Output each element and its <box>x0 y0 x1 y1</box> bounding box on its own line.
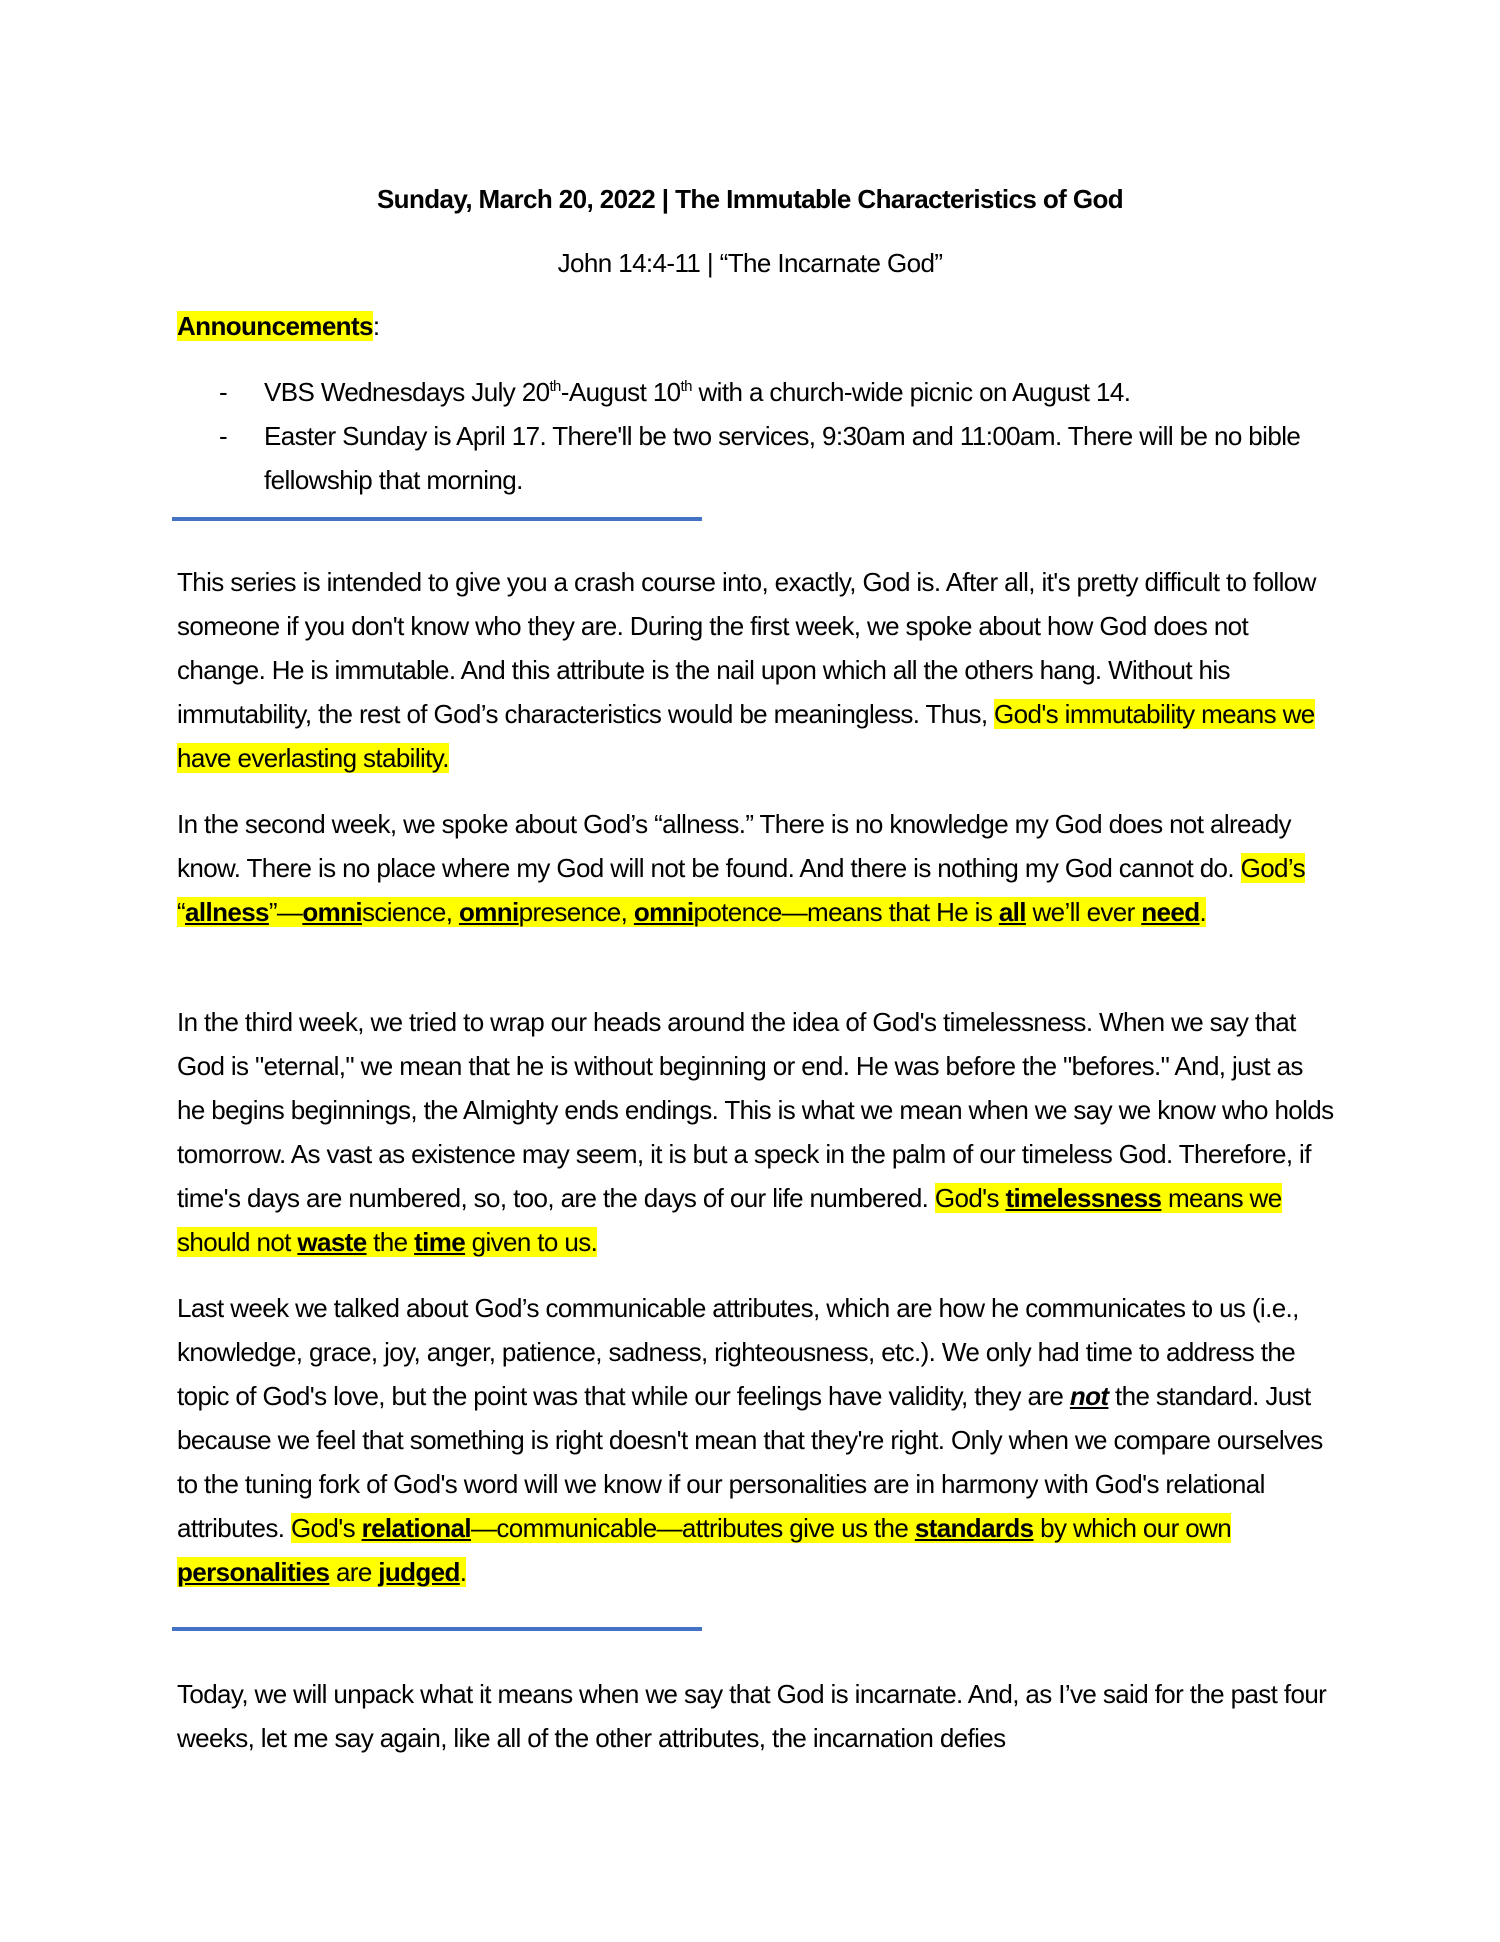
announcement-text: VBS Wednesdays July 20 <box>264 377 550 407</box>
highlighted-summary <box>177 1513 1231 1587</box>
emphasis: need <box>1141 897 1200 927</box>
emphasis: allness <box>185 897 269 927</box>
highlighted-summary: God's immutability means we have everlasting stability. <box>177 699 1315 773</box>
paragraph-text: Last week we talked about God’s communicable attributes, which are how he communicates to us (i.e., knowledge, grace, joy, anger, patience, sadness, righteousness, etc.). We only had time to address the topic of God's love, but the point was that while our feelings have validity, they are <box>177 1293 1299 1411</box>
paragraph-week-four <box>177 1286 1337 1594</box>
emphasis: not <box>1069 1381 1109 1411</box>
text-run: . <box>1199 897 1207 927</box>
text-run: by which our own <box>1033 1513 1232 1543</box>
section-divider <box>172 1627 702 1631</box>
list-dash: - <box>219 421 228 451</box>
text-run: the <box>366 1227 415 1257</box>
emphasis: time <box>414 1227 466 1257</box>
paragraph-week-one <box>177 560 1337 780</box>
emphasis: timelessness <box>1005 1183 1162 1213</box>
text-run: means we should not <box>177 1183 1282 1257</box>
text-run: are <box>329 1557 379 1587</box>
announcements-list <box>177 370 1327 502</box>
emphasis: omni <box>633 897 694 927</box>
list-dash: - <box>219 377 228 407</box>
ordinal-suffix: th <box>680 378 692 395</box>
scripture-subtitle: John 14:4-11 | “The Incarnate God” <box>557 248 943 278</box>
text-run: God's <box>934 1183 1006 1213</box>
emphasis: judged <box>378 1557 460 1587</box>
announcements-heading <box>177 311 380 342</box>
text-run: presence, <box>518 897 634 927</box>
section-divider <box>172 517 702 521</box>
paragraph-text: In the second week, we spoke about God’s “allness.” There is no knowledge my God does not already know. There is no place where my God will not be found. And there is nothing my God cannot do. <box>177 809 1291 883</box>
paragraph-week-two <box>177 802 1337 934</box>
text-run: potence—means that He is <box>693 897 999 927</box>
text-run: we’ll ever <box>1025 897 1142 927</box>
announcement-text: with a church-wide picnic on August 14. <box>691 377 1131 407</box>
emphasis: omni <box>302 897 362 927</box>
announcements-colon: : <box>372 311 380 341</box>
paragraph-text: Today, we will unpack what it means when we say that God is incarnate. And, as I’ve said for the past four weeks, let me say again, like all of the other attributes, the incarnation defies <box>177 1679 1327 1753</box>
emphasis: personalities <box>177 1557 330 1587</box>
paragraph-text: the standard. Just because we feel that something is right doesn't mean that they're right. Only when we compare ourselves to the tuning fork of God's word will we know if our personalities are in harmony with God's relational attributes. <box>177 1381 1323 1543</box>
emphasis: waste <box>297 1227 367 1257</box>
emphasis: relational <box>361 1513 471 1543</box>
announcement-text: -August 10 <box>560 377 681 407</box>
text-run: ”— <box>268 897 303 927</box>
emphasis: omni <box>458 897 519 927</box>
announcement-text: Easter Sunday is April 17. There'll be two services, 9:30am and 11:00am. There will be no bible fellowship that morning. <box>264 421 1301 495</box>
text-run: —communicable—attributes give us the <box>470 1513 915 1543</box>
paragraph-text: This series is intended to give you a crash course into, exactly, God is. After all, it's pretty difficult to follow someone if you don't know who they are. During the first week, we spoke about how God does not change. He is immutable. And this attribute is the nail upon which all the others hang. Without his immutability, the rest of God’s characteristics would be meaningless. Thus, <box>177 567 1316 729</box>
text-run: given to us. <box>465 1227 598 1257</box>
emphasis: standards <box>914 1513 1034 1543</box>
text-run: God's <box>290 1513 362 1543</box>
announcement-item <box>177 414 1327 502</box>
paragraph-text: In the third week, we tried to wrap our heads around the idea of God's timelessness. When we say that God is "eternal," we mean that he is without beginning or end. He was before the "befores." And, just as he begins beginnings, the Almighty ends endings. This is what we mean when we say we know who holds tomorrow. As vast as existence may seem, it is but a speck in the palm of our timeless God. Therefore, if time's days are numbered, so, too, are the days of our life numbered. <box>177 1007 1334 1213</box>
announcements-label: Announcements <box>177 311 373 341</box>
emphasis: all <box>998 897 1026 927</box>
text-run: . <box>459 1557 467 1587</box>
text-run: God’s “ <box>177 853 1305 927</box>
document-title: Sunday, March 20, 2022 | The Immutable Characteristics of God <box>376 184 1124 214</box>
paragraph-today <box>177 1672 1337 1760</box>
ordinal-suffix: th <box>549 378 561 395</box>
text-run: science, <box>361 897 459 927</box>
paragraph-week-three <box>177 1000 1337 1264</box>
announcement-item <box>177 370 1327 414</box>
